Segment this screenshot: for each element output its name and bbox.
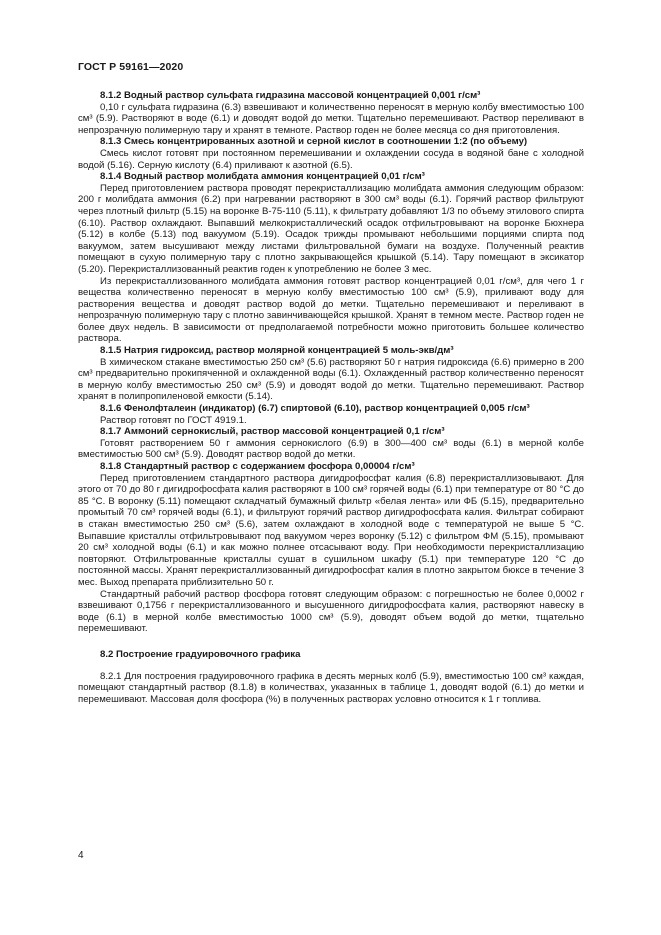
paragraph: Готовят растворением 50 г аммония сернокислого (6.9) в 300—400 см³ воды (6.1) в мерной колбе вместимостью 500 см³ (5.9). Доводят раствор водой до метки.: [78, 437, 584, 461]
document-body: [78, 90, 584, 705]
section-heading: 8.2 Построение градуировочного графика: [100, 648, 301, 660]
section-heading: 8.1.4 Водный раствор молибдата аммония концентрацией 0,01 г/см³: [100, 171, 425, 183]
section-heading: 8.1.5 Натрия гидроксид, раствор молярной концентрацией 5 моль-экв/дм³: [100, 345, 454, 357]
paragraph: 8.2.1 Для построения градуировочного графика в десять мерных колб (5.9), вместимостью 100 см³ каждая, помещают стандартный раствор (8.1.8) в количествах, указанных в таблице 1, доводят водой (6.1) до метки и перемешивают. Массовая доля фосфора (%) в полученных растворах условно относится к 1 г топлива.: [78, 670, 584, 705]
section-heading: 8.1.2 Водный раствор сульфата гидразина массовой концентрацией 0,001 г/см³: [100, 90, 481, 101]
document-header: ГОСТ Р 59161—2020: [78, 61, 184, 73]
paragraph: Из перекристаллизованного молибдата аммония готовят раствор концентрацией 0,01 г/см³, для чего 1 г вещества количественно переносят в мерную колбу вместимостью 100 см³ (5.9), приливают воду для растворения вещества и доводят раствор водой до метки. Тщательно перемешивают и переливают в непрозрачную полимерную тару с плотно завинчивающейся крышкой. Хранят в темном месте. Раствор годен не более двух недель. В зависимости от предполагаемой потребности можно приготовить большее количество раствора.: [78, 275, 584, 345]
page-number: 4: [78, 850, 84, 861]
paragraph: Стандартный рабочий раствор фосфора готовят следующим образом: с погрешностью не более 0,0002 г взвешивают 0,1756 г перекристаллизованного и высушенного дигидрофосфата калия, растворяют навеску в воде (6.1) в мерной колбе вместимостью 1000 см³ (5.9), доводят объем водой до метки, тщательно перемешивают.: [78, 588, 584, 635]
section-heading: 8.1.6 Фенолфталеин (индикатор) (6.7) спиртовой (6.10), раствор концентрацией 0,005 г/см³: [100, 403, 530, 415]
section-heading: 8.1.3 Смесь концентрированных азотной и серной кислот в соотношении 1:2 (по объему): [100, 136, 528, 148]
paragraph: Раствор готовят по ГОСТ 4919.1.: [100, 414, 247, 426]
paragraph: Смесь кислот готовят при постоянном перемешивании и охлаждении сосуда в водяной бане с холодной водой (5.16). Серную кислоту (6.4) приливают к азотной (6.5).: [78, 147, 584, 171]
paragraph: Перед приготовлением раствора проводят перекристаллизацию молибдата аммония следующим образом: 200 г молибдата аммония (6.2) при нагревании растворяют в 300 см³ воды (6.1). Горячий раствор фильтруют через плотный фильтр (5.15) на воронке В-75-110 (5.11), к фильтрату добавляют 1/3 по объему этилового спирта (6.10). Раствор охлаждают. Выпавший мелкокристаллический осадок отфильтровывают на воронке Бюхнера (5.12) в колбе (5.13) под вакуумом (5.19). Осадок трижды промывают небольшими порциями спирта под вакуумом, затем высушивают между листами фильтровальной бумаги на воздухе. Полученный реактив помещают в сухую полимерную тару с плотно закрывающейся крышкой (5.14). Тару помещают в эксикатор (5.20). Перекристаллизованный реактив годен к употреблению не более 3 мес.: [78, 182, 584, 275]
section-heading: 8.1.8 Стандартный раствор с содержанием фосфора 0,00004 г/см³: [100, 461, 415, 472]
paragraph: В химическом стакане вместимостью 250 см³ (5.6) растворяют 50 г натрия гидроксида (6.6) примерно в 200 см³ предварительно прокипяченной и охлажденной воды (6.1). Охлажденный раствор количественно переносят в мерную колбу вместимостью 250 см³ (5.9) и доводят водой до метки. Тщательно перемешивают. Раствор хранят в полипропиленовой емкости (5.14).: [78, 356, 584, 403]
paragraph: Перед приготовлением стандартного раствора дигидрофосфат калия (6.8) перекристаллизовывают. Для этого от 70 до 80 г дигидрофосфата калия растворяют в 100 см³ горячей воды (6.1) при температуре от 80 °С до 85 °С. В воронку (5.11) помещают складчатый бумажный фильтр «белая лента» или ФБ (5.15), предварительно промытый 70 см³ горячей воды (6.1), и фильтруют горячий раствор дигидрофосфата калия. Фильтрат собирают в стакан вместимостью 250 см³ (5.6), затем охлаждают в холодной воде с температурой не выше 5 °С. Выпавшие кристаллы отфильтровывают под вакуумом через воронку (5.12) с фильтром ФМ (5.15), промывают 20 см³ холодной воды (6.1) и как можно полнее отсасывают воду. При необходимости перекристаллизацию повторяют. Отфильтрованные кристаллы сушат в сушильном шкафу (5.1) при температуре 120 °С до постоянной массы. Хранят перекристаллизованный дигидрофосфат калия в плотно закрытом бюксе в течение 3 мес. Выход препарата приблизительно 50 г.: [78, 472, 584, 588]
section-heading: 8.1.7 Аммоний сернокислый, раствор массовой концентрацией 0,1 г/см³: [100, 426, 445, 438]
paragraph: 0,10 г сульфата гидразина (6.3) взвешивают и количественно переносят в мерную колбу вместимостью 100 см³ (5.9). Растворяют в воде (6.1) и доводят водой до метки. Тщательно перемешивают. Раствор переливают в непрозрачную полимерную тару и хранят в темноте. Раствор годен не более месяца со дня приготовления.: [78, 101, 584, 136]
